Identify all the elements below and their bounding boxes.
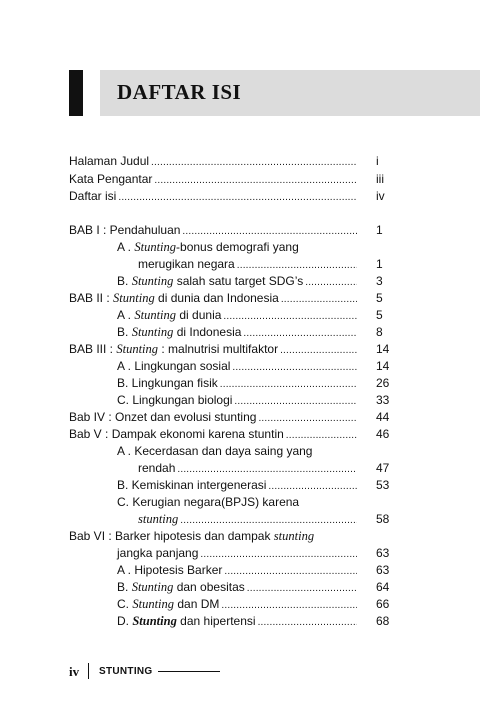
toc-page: 63 <box>376 546 390 560</box>
toc-page: 33 <box>376 393 390 407</box>
toc-row-bab2 <box>0 289 480 307</box>
toc-label: A . Lingkungan sosial <box>117 359 231 373</box>
toc-row-bab6b <box>0 578 480 596</box>
toc-page: 8 <box>376 325 383 339</box>
toc-row-bab6a <box>0 561 480 579</box>
toc-page: 1 <box>376 223 383 237</box>
toc-label: BAB III : Stunting : malnutrisi multifaktor <box>69 342 279 356</box>
toc-label: Daftar isi <box>69 189 117 203</box>
toc-row-bab3a <box>0 357 480 375</box>
toc-page: 46 <box>376 427 390 441</box>
toc-label: C. Stunting dan DM <box>117 597 220 611</box>
toc-label: rendah <box>138 461 176 475</box>
toc-page: 5 <box>376 291 383 305</box>
toc-label: Bab VI : Barker hipotesis dan dampak stunting <box>69 529 315 543</box>
toc-label: C. Kerugian negara(BPJS) karena <box>117 495 300 509</box>
footer-page-number: iv <box>69 664 80 679</box>
toc-row-bab4 <box>0 408 480 426</box>
toc-page: 58 <box>376 512 390 526</box>
toc-row-bab3c <box>0 391 480 409</box>
toc-page: 26 <box>376 376 390 390</box>
toc-label: merugikan negara <box>138 257 235 271</box>
toc-row-bab6-cont <box>0 544 480 562</box>
toc-label: stunting <box>138 512 179 526</box>
toc-label: B. Stunting salah satu target SDG’s <box>117 274 304 288</box>
toc-row-bab2b <box>0 323 480 341</box>
toc-row-halaman-judul <box>0 152 480 170</box>
toc-page: 47 <box>376 461 390 475</box>
toc-row-bab3 <box>0 340 480 358</box>
toc-label: B. Lingkungan fisik <box>117 376 218 390</box>
toc-row-bab2a <box>0 306 480 324</box>
toc-row-bab5a-cont <box>0 459 480 477</box>
toc-label: Kata Pengantar <box>69 172 153 186</box>
toc-row-bab6c <box>0 595 480 613</box>
toc-page: 3 <box>376 274 383 288</box>
toc-label: A . Hipotesis Barker <box>117 563 223 577</box>
toc-label: A . Stunting di dunia <box>117 308 222 322</box>
toc-label: Bab IV : Onzet dan evolusi stunting <box>69 410 257 424</box>
toc-page: 14 <box>376 342 390 356</box>
toc-page: iii <box>376 172 384 186</box>
toc-row-bab1a <box>0 238 480 256</box>
page-title: DAFTAR ISI <box>117 80 242 104</box>
toc-label: B. Stunting di Indonesia <box>117 325 242 339</box>
toc-row-bab3b <box>0 374 480 392</box>
toc-page: iv <box>376 189 385 203</box>
toc-row-bab5c-cont <box>0 510 480 528</box>
toc-page: 5 <box>376 308 383 322</box>
footer-divider <box>88 663 89 679</box>
toc-page: 1 <box>376 257 383 271</box>
toc-label: B. Stunting dan obesitas <box>117 580 245 594</box>
toc-page: 63 <box>376 563 390 577</box>
toc-page: 53 <box>376 478 390 492</box>
toc-row-bab5c <box>0 493 480 511</box>
toc-row-bab6d <box>0 612 480 630</box>
toc-label: D. Stunting dan hipertensi <box>117 614 256 628</box>
toc-page: 14 <box>376 359 390 373</box>
toc-label: A . Stunting-bonus demografi yang <box>117 240 299 254</box>
toc-page: 44 <box>376 410 390 424</box>
toc-row-bab5b <box>0 476 480 494</box>
toc-row-bab1b <box>0 272 480 290</box>
toc-label: A . Kecerdasan dan daya saing yang <box>117 444 313 458</box>
toc-label: Bab V : Dampak ekonomi karena stuntin <box>69 427 284 441</box>
toc-label: B. Kemiskinan intergenerasi <box>117 478 267 492</box>
toc-page: i <box>376 154 379 168</box>
toc-row-kata-pengantar <box>0 170 480 188</box>
toc-page: 66 <box>376 597 390 611</box>
toc-row-bab6 <box>0 527 480 545</box>
toc-label: Halaman Judul <box>69 154 150 168</box>
toc-label: BAB II : Stunting di dunia dan Indonesia <box>69 291 279 305</box>
toc-label: C. Lingkungan biologi <box>117 393 233 407</box>
toc-row-bab1 <box>0 221 480 239</box>
toc-page: 68 <box>376 614 390 628</box>
footer-rule <box>158 671 220 672</box>
toc-row-daftar-isi <box>0 187 480 205</box>
toc-row-bab5a <box>0 442 480 460</box>
toc-row-bab5 <box>0 425 480 443</box>
footer-running-title: STUNTING <box>99 666 153 677</box>
toc-label: BAB I : Pendahuluan <box>69 223 181 237</box>
toc-row-bab1a-cont <box>0 255 480 273</box>
toc-label: jangka panjang <box>117 546 199 560</box>
toc-page: 64 <box>376 580 390 594</box>
